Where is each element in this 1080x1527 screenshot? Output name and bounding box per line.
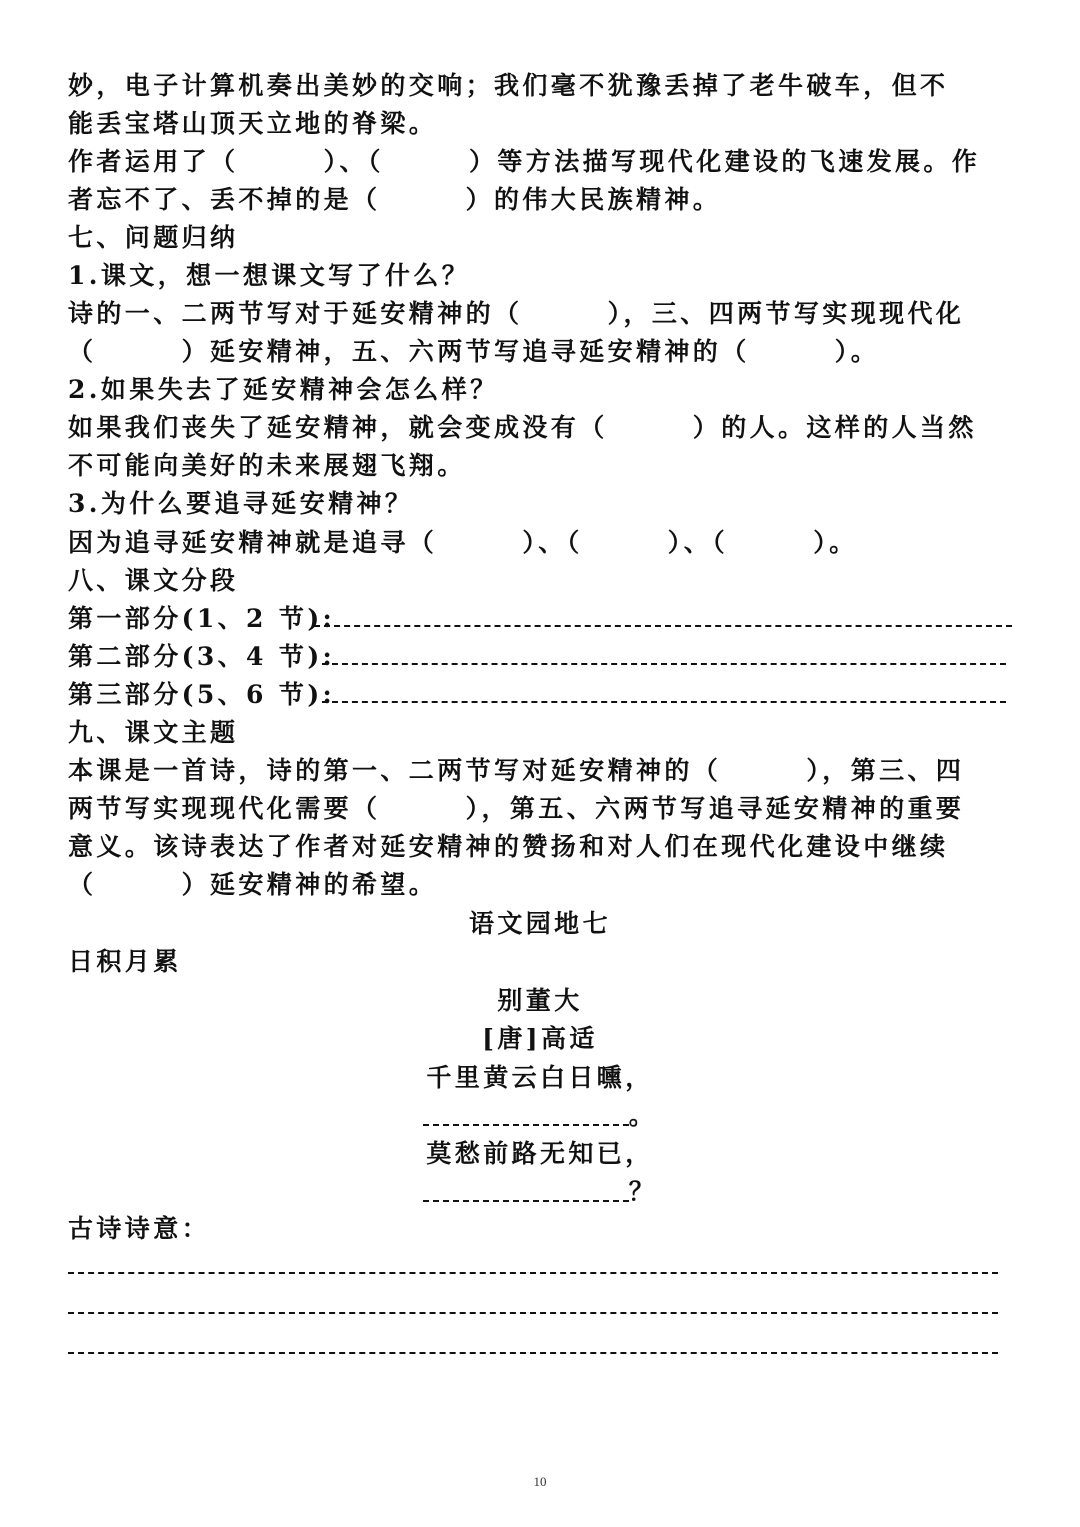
poem-line-4-end: ？ — [628, 1177, 658, 1206]
section9-heading: 九、课文主题 — [68, 718, 239, 747]
section7-answer-3-line-1: 因为追寻延安精神就是追寻（ ）、（ ）、（ ）。 — [68, 528, 858, 557]
section8-part-2-label: 第二部分(3、4 节): — [68, 642, 336, 671]
section7-answer-2-line-2: 不可能向美好的未来展翅飞翔。 — [68, 451, 466, 480]
poem-line-4-row — [0, 1177, 1080, 1207]
section9-line-2: 两节写实现现代化需要（ ），第五、六两节写追寻延安精神的重要 — [68, 794, 965, 823]
section8-part-2-row — [68, 642, 335, 672]
passage-line-3: 作者运用了（ ）、（ ）等方法描写现代化建设的飞速发展。作 — [68, 147, 981, 176]
poem-line-3: 莫愁前路无知已， — [426, 1139, 654, 1168]
section8-heading: 八、课文分段 — [68, 566, 239, 595]
poem-meaning-line-3[interactable] — [68, 1352, 998, 1354]
poem-line-2-row — [0, 1101, 1080, 1131]
section8-part-3-answer-line[interactable] — [322, 701, 1006, 703]
passage-line-1: 妙，电子计算机奏出美妙的交响；我们毫不犹豫丢掉了老牛破车，但不 — [68, 71, 949, 100]
section8-part-3-row — [68, 680, 335, 710]
garden-subheading: 日积月累 — [68, 947, 182, 976]
section8-part-1-label: 第一部分(1、2 节): — [68, 604, 336, 633]
section7-question-1: 1.课文，想一想课文写了什么？ — [68, 261, 471, 290]
section7-answer-2-line-1: 如果我们丧失了延安精神，就会变成没有（ ）的人。这样的人当然 — [68, 413, 977, 442]
poem-title: 别董大 — [497, 986, 583, 1015]
garden-title: 语文园地七 — [468, 909, 611, 938]
poem-meaning-line-1[interactable] — [68, 1272, 998, 1274]
poem-meaning-line-2[interactable] — [68, 1312, 998, 1314]
page-number: 10 — [533, 1474, 547, 1489]
section8-part-1-row — [68, 604, 335, 634]
passage-line-2: 能丢宝塔山顶天立地的脊梁。 — [68, 109, 438, 138]
section7-question-3: 3.为什么要追寻延安精神？ — [68, 489, 414, 518]
poem-line-4-blank[interactable] — [423, 1200, 629, 1202]
poem-line-1: 千里黄云白日曛， — [426, 1063, 654, 1092]
section8-part-1-answer-line[interactable] — [314, 625, 1012, 627]
section8-part-2-answer-line[interactable] — [322, 663, 1006, 665]
poem-line-2-blank[interactable] — [423, 1124, 629, 1126]
section7-question-2: 2.如果失去了延安精神会怎么样？ — [68, 375, 499, 404]
section9-line-4: （ ）延安精神的希望。 — [68, 870, 438, 899]
section8-part-3-label: 第三部分(5、6 节): — [68, 680, 336, 709]
section7-answer-1-line-2: （ ）延安精神，五、六两节写追寻延安精神的（ ）。 — [68, 337, 880, 366]
section7-heading: 七、问题归纳 — [68, 223, 239, 252]
poem-line-2-end: 。 — [628, 1101, 658, 1130]
section7-answer-1-line-1: 诗的一、二两节写对于延安精神的（ ），三、四两节写实现现代化 — [68, 299, 965, 328]
passage-line-4: 者忘不了、丢不掉的是（ ）的伟大民族精神。 — [68, 185, 722, 214]
poem-author: [唐]高适 — [482, 1024, 598, 1053]
section9-line-3: 意义。该诗表达了作者对延安精神的赞扬和对人们在现代化建设中继续 — [68, 832, 949, 861]
poem-meaning-label: 古诗诗意： — [68, 1214, 211, 1243]
section9-line-1: 本课是一首诗，诗的第一、二两节写对延安精神的（ ），第三、四 — [68, 756, 965, 785]
